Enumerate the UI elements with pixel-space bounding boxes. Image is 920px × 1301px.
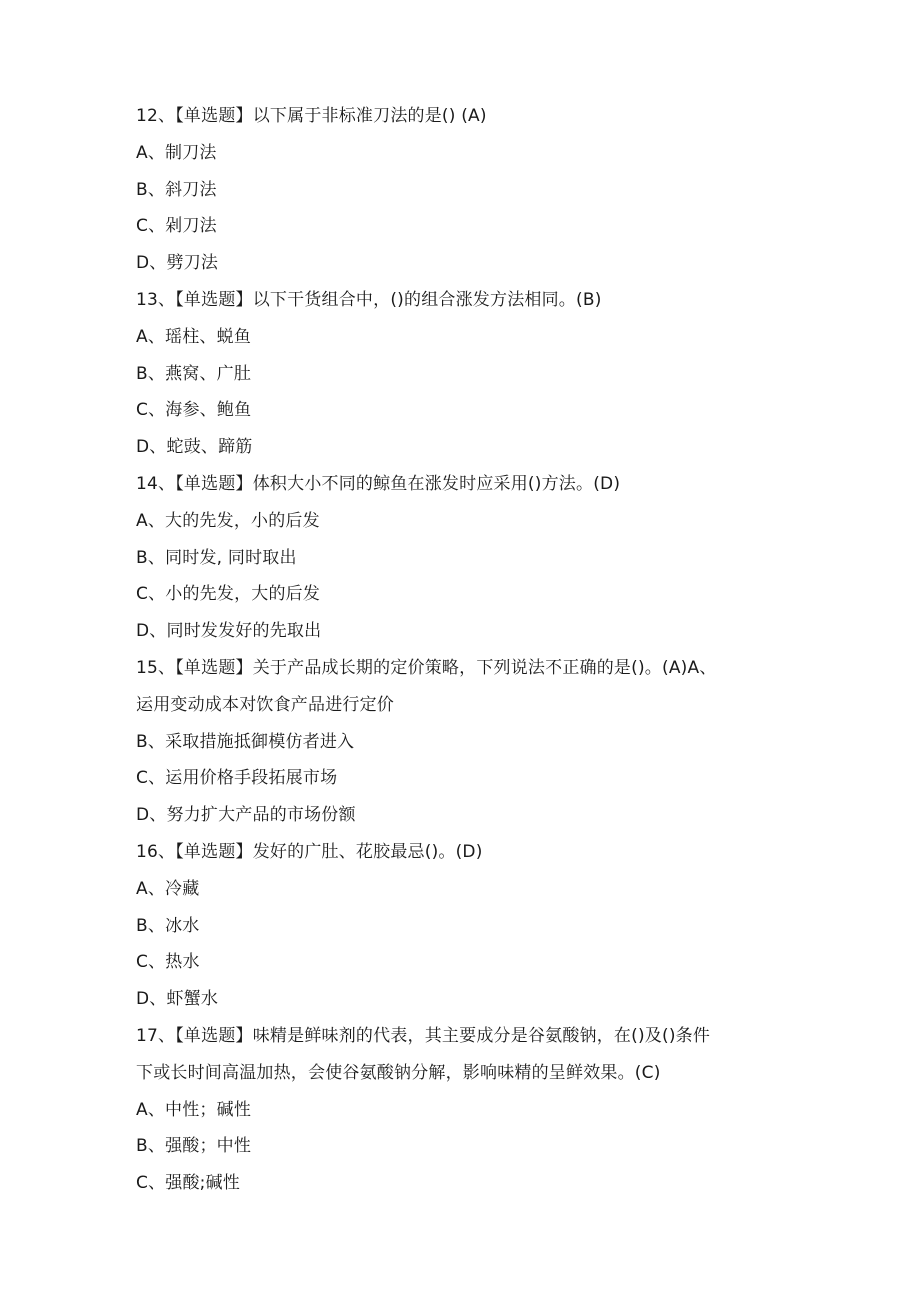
- option-b: B、强酸；中性: [136, 1136, 252, 1157]
- question-stem: 12、【单选题】以下属于非标准刀法的是() (A): [136, 106, 487, 126]
- option-d: D、同时发发好的先取出: [136, 621, 322, 642]
- option-c: C、强酸;碱性: [136, 1173, 240, 1194]
- option-d: D、蛇豉、蹄筋: [136, 437, 253, 458]
- option-a: A、瑶柱、蜕鱼: [136, 326, 252, 347]
- option-b: B、冰水: [136, 915, 200, 936]
- option-b: B、采取措施抵御模仿者进入: [136, 731, 355, 752]
- question-stem: 16、【单选题】发好的广肚、花胶最忌()。(D): [136, 841, 483, 862]
- question-stem-line-1: 17、【单选题】味精是鲜味剂的代表，其主要成分是谷氨酸钠，在()及()条件: [136, 1025, 711, 1046]
- question-list: [136, 98, 776, 1202]
- question-stem: 13、【单选题】以下干货组合中，()的组合涨发方法相同。(B): [136, 289, 602, 310]
- option-b: B、斜刀法: [136, 179, 217, 200]
- question-stem-line-2: 下或长时间高温加热，会使谷氨酸钠分解，影响味精的呈鲜效果。(C): [136, 1062, 661, 1083]
- option-c: C、剁刀法: [136, 216, 217, 237]
- question-stem-line-1: 15、【单选题】关于产品成长期的定价策略，下列说法不正确的是()。(A)A、: [136, 657, 717, 678]
- option-c: C、海参、鲍鱼: [136, 400, 252, 421]
- option-c: C、小的先发，大的后发: [136, 584, 321, 605]
- question-stem: 14、【单选题】体积大小不同的鲸鱼在涨发时应采用()方法。(D): [136, 473, 621, 494]
- option-a: A、大的先发，小的后发: [136, 510, 320, 531]
- question-stem-line-2: 运用变动成本对饮食产品进行定价: [136, 694, 394, 715]
- option-d: D、虾蟹水: [136, 989, 219, 1010]
- option-d: D、劈刀法: [136, 253, 219, 274]
- option-c: C、热水: [136, 952, 200, 973]
- option-b: B、燕窝、广肚: [136, 363, 252, 384]
- option-a: A、中性；碱性: [136, 1099, 252, 1120]
- option-a: A、制刀法: [136, 142, 217, 163]
- option-c: C、运用价格手段拓展市场: [136, 768, 338, 789]
- option-b: B、同时发, 同时取出: [136, 547, 297, 568]
- option-a: A、冷藏: [136, 878, 200, 899]
- option-d: D、努力扩大产品的市场份额: [136, 805, 356, 826]
